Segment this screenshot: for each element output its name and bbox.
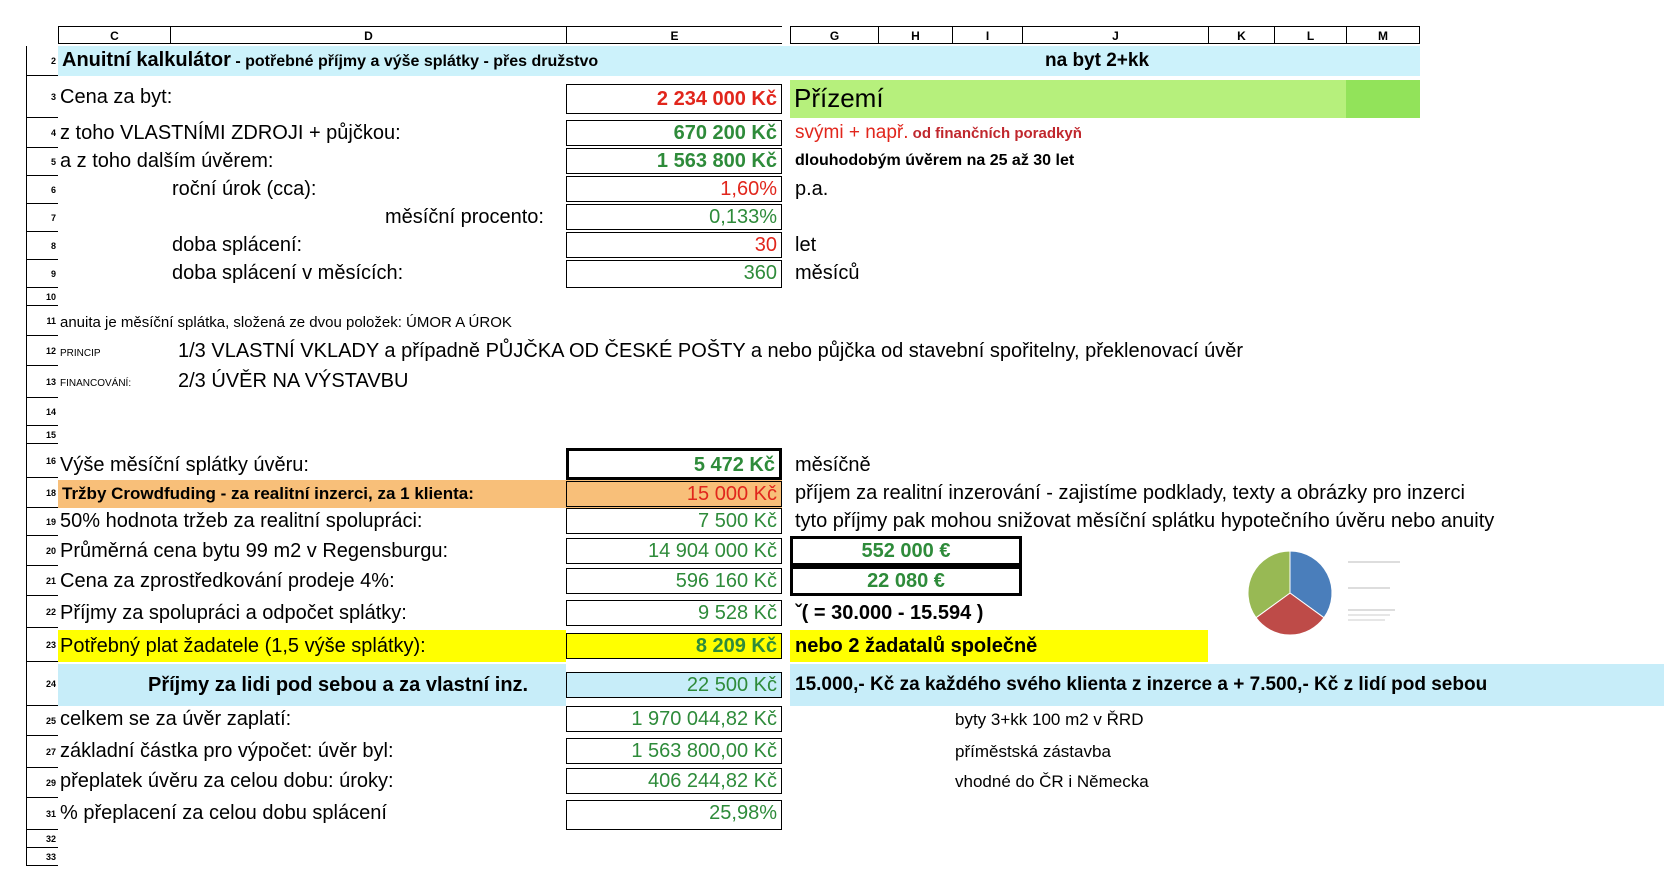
crowdfunding-label[interactable]: Tržby Crowdfuding - za realitní inzerci, za 1 klienta:	[62, 484, 474, 503]
annual-interest-value[interactable]: 1,60%	[566, 176, 782, 202]
half-revenue-note[interactable]: tyto příjmy pak mohou snižovat měsíční splátku hypotečního úvěru nebo anuity	[795, 510, 1495, 532]
row-number[interactable]: 25	[26, 706, 58, 736]
row-number[interactable]: 33	[26, 848, 58, 866]
crowdfunding-value[interactable]: 15 000 Kč	[566, 481, 782, 507]
row-number[interactable]: 2	[26, 46, 58, 76]
row-number[interactable]: 5	[26, 148, 58, 176]
price-value[interactable]: 2 234 000 Kč	[566, 84, 782, 114]
monthly-percent-value[interactable]: 0,133%	[566, 204, 782, 230]
col-header-c[interactable]: C	[58, 26, 170, 44]
own-funds-value[interactable]: 670 200 Kč	[566, 120, 782, 146]
apartments-note[interactable]: byty 3+kk 100 m2 v ŘRD	[955, 710, 1144, 729]
own-funds-note[interactable]	[795, 122, 1082, 144]
ground-floor-label[interactable]: Přízemí	[794, 83, 884, 113]
half-revenue-value[interactable]: 7 500 Kč	[566, 508, 782, 534]
col-header-m[interactable]: M	[1346, 26, 1420, 44]
col-header-k[interactable]: K	[1208, 26, 1274, 44]
repayment-months-label[interactable]: doba splácení v měsících:	[172, 262, 404, 284]
monthly-payment-value[interactable]: 5 472 Kč	[566, 448, 782, 480]
col-header-g[interactable]: G	[790, 26, 878, 44]
team-income-note[interactable]: 15.000,- Kč za každého svého klienta z inzerce a + 7.500,- Kč z lidí pod sebou	[795, 674, 1488, 695]
base-amount-value[interactable]: 1 563 800,00 Kč	[566, 738, 782, 764]
monthly-payment-note[interactable]: měsíčně	[795, 454, 871, 476]
repayment-months-value[interactable]: 360	[566, 260, 782, 288]
row-number[interactable]: 4	[26, 118, 58, 148]
loan-value[interactable]: 1 563 800 Kč	[566, 148, 782, 174]
own-funds-note-a: svými + např.	[795, 122, 909, 143]
regensburg-price-eur[interactable]: 552 000 €	[790, 536, 1022, 566]
required-salary-label[interactable]: Potřebný plat žadatele (1,5 výše splátky):	[60, 635, 426, 657]
total-paid-value[interactable]: 1 970 044,82 Kč	[566, 706, 782, 732]
total-paid-label[interactable]: celkem se za úvěr zaplatí:	[60, 708, 292, 730]
row-number[interactable]: 18	[26, 478, 58, 508]
row-number[interactable]: 23	[26, 628, 58, 662]
row-number[interactable]: 32	[26, 830, 58, 848]
annuity-explanation[interactable]: anuita je měsíční splátka, složená ze dvou položek: ÚMOR A ÚROK	[60, 314, 512, 331]
row-number[interactable]: 22	[26, 596, 58, 628]
row-number[interactable]: 15	[26, 426, 58, 444]
team-income-label[interactable]: Příjmy za lidi pod sebou a za vlastní inz.	[148, 674, 529, 696]
team-income-value[interactable]: 22 500 Kč	[566, 672, 782, 698]
monthly-percent-label[interactable]: měsíční procento:	[385, 206, 544, 228]
title-sub: - potřebné příjmy a výše splátky - přes družstvo	[230, 53, 599, 70]
suitable-note[interactable]: vhodné do ČR i Německa	[955, 772, 1149, 791]
required-salary-note[interactable]: nebo 2 žadatalů společně	[795, 635, 1038, 657]
crowdfunding-note[interactable]: příjem za realitní inzerování - zajistíme podklady, texty a obrázky pro inzerci	[795, 482, 1465, 504]
brokerage-fee-value[interactable]: 596 160 Kč	[566, 568, 782, 594]
col-header-i[interactable]: I	[952, 26, 1022, 44]
overpayment-value[interactable]: 406 244,82 Kč	[566, 768, 782, 794]
row-number[interactable]: 16	[26, 444, 58, 478]
row-number[interactable]: 14	[26, 398, 58, 426]
sheet-title[interactable]	[62, 49, 598, 72]
row-number[interactable]: 8	[26, 232, 58, 260]
own-funds-note-b: od finančních poradkyň	[908, 125, 1082, 142]
repayment-period-label[interactable]: doba splácení:	[172, 234, 303, 256]
title-main: Anuitní kalkulátor	[62, 49, 231, 71]
row-number[interactable]: 9	[26, 260, 58, 288]
row-number[interactable]: 3	[26, 76, 58, 118]
row-number[interactable]: 27	[26, 736, 58, 768]
annual-interest-note[interactable]: p.a.	[795, 178, 829, 200]
row-number[interactable]: 21	[26, 566, 58, 596]
col-header-l[interactable]: L	[1274, 26, 1346, 44]
green-accent-cell	[1346, 80, 1420, 118]
embedded-pie-chart[interactable]	[1240, 548, 1420, 638]
apartment-type[interactable]: na byt 2+kk	[1045, 50, 1150, 71]
col-header-d[interactable]: D	[170, 26, 566, 44]
monthly-payment-label[interactable]: Výše měsíční splátky úvěru:	[60, 454, 309, 476]
loan-label[interactable]: a z toho dalším úvěrem:	[60, 150, 274, 172]
row-number[interactable]: 29	[26, 768, 58, 798]
financing-text[interactable]: 2/3 ÚVĚR NA VÝSTAVBU	[178, 370, 409, 392]
repayment-period-value[interactable]: 30	[566, 232, 782, 258]
row-number[interactable]: 19	[26, 508, 58, 536]
row-number[interactable]: 11	[26, 306, 58, 336]
cooperation-income-note[interactable]: ˇ( = 30.000 - 15.594 )	[795, 602, 984, 624]
brokerage-fee-eur[interactable]: 22 080 €	[790, 566, 1022, 596]
col-header-j[interactable]: J	[1022, 26, 1208, 44]
base-amount-label[interactable]: základní částka pro výpočet: úvěr byl:	[60, 740, 394, 762]
principle-text[interactable]: 1/3 VLASTNÍ VKLADY a případně PŮJČKA OD ČESKÉ POŠTY a nebo půjčka od stavební spořitelny, překlenovací úvěr	[178, 340, 1243, 362]
row-number[interactable]: 24	[26, 662, 58, 706]
repayment-months-note[interactable]: měsíců	[795, 262, 860, 284]
repayment-period-note[interactable]: let	[795, 234, 817, 256]
required-salary-value[interactable]: 8 209 Kč	[566, 633, 782, 659]
row-number[interactable]: 20	[26, 536, 58, 566]
annual-interest-label[interactable]: roční úrok (cca):	[172, 178, 317, 200]
row-number[interactable]: 6	[26, 176, 58, 204]
col-header-e[interactable]: E	[566, 26, 782, 44]
overpayment-percent-value[interactable]: 25,98%	[566, 800, 782, 830]
col-header-h[interactable]: H	[878, 26, 952, 44]
regensburg-price-label[interactable]: Průměrná cena bytu 99 m2 v Regensburgu:	[60, 540, 448, 562]
cooperation-income-value[interactable]: 9 528 Kč	[566, 600, 782, 626]
row-number[interactable]: 7	[26, 204, 58, 232]
pie-chart-svg	[1240, 548, 1420, 638]
own-funds-label[interactable]: z toho VLASTNÍMI ZDROJI + půjčkou:	[60, 122, 401, 144]
row-number[interactable]: 12	[26, 336, 58, 366]
row-number[interactable]: 13	[26, 366, 58, 398]
financing-small-label[interactable]: FINANCOVÁNÍ:	[60, 378, 132, 389]
principle-small-label[interactable]: PRINCIP	[60, 348, 101, 359]
loan-note[interactable]: dlouhodobým úvěrem na 25 až 30 let	[795, 152, 1075, 169]
pie-slices	[1248, 551, 1332, 635]
regensburg-price-value[interactable]: 14 904 000 Kč	[566, 538, 782, 564]
brokerage-fee-label[interactable]: Cena za zprostředkování prodeje 4%:	[60, 570, 395, 592]
overpayment-percent-label[interactable]: % přeplacení za celou dobu splácení	[60, 802, 387, 824]
suburban-note[interactable]: příměstská zástavba	[955, 742, 1111, 761]
row-number[interactable]: 31	[26, 798, 58, 830]
cooperation-income-label[interactable]: Příjmy za spolupráci a odpočet splátky:	[60, 602, 407, 624]
half-revenue-label[interactable]: 50% hodnota tržeb za realitní spolupráci:	[60, 510, 423, 532]
overpayment-label[interactable]: přeplatek úvěru za celou dobu: úroky:	[60, 770, 394, 792]
price-label[interactable]: Cena za byt:	[60, 86, 173, 108]
row-number[interactable]: 10	[26, 288, 58, 306]
